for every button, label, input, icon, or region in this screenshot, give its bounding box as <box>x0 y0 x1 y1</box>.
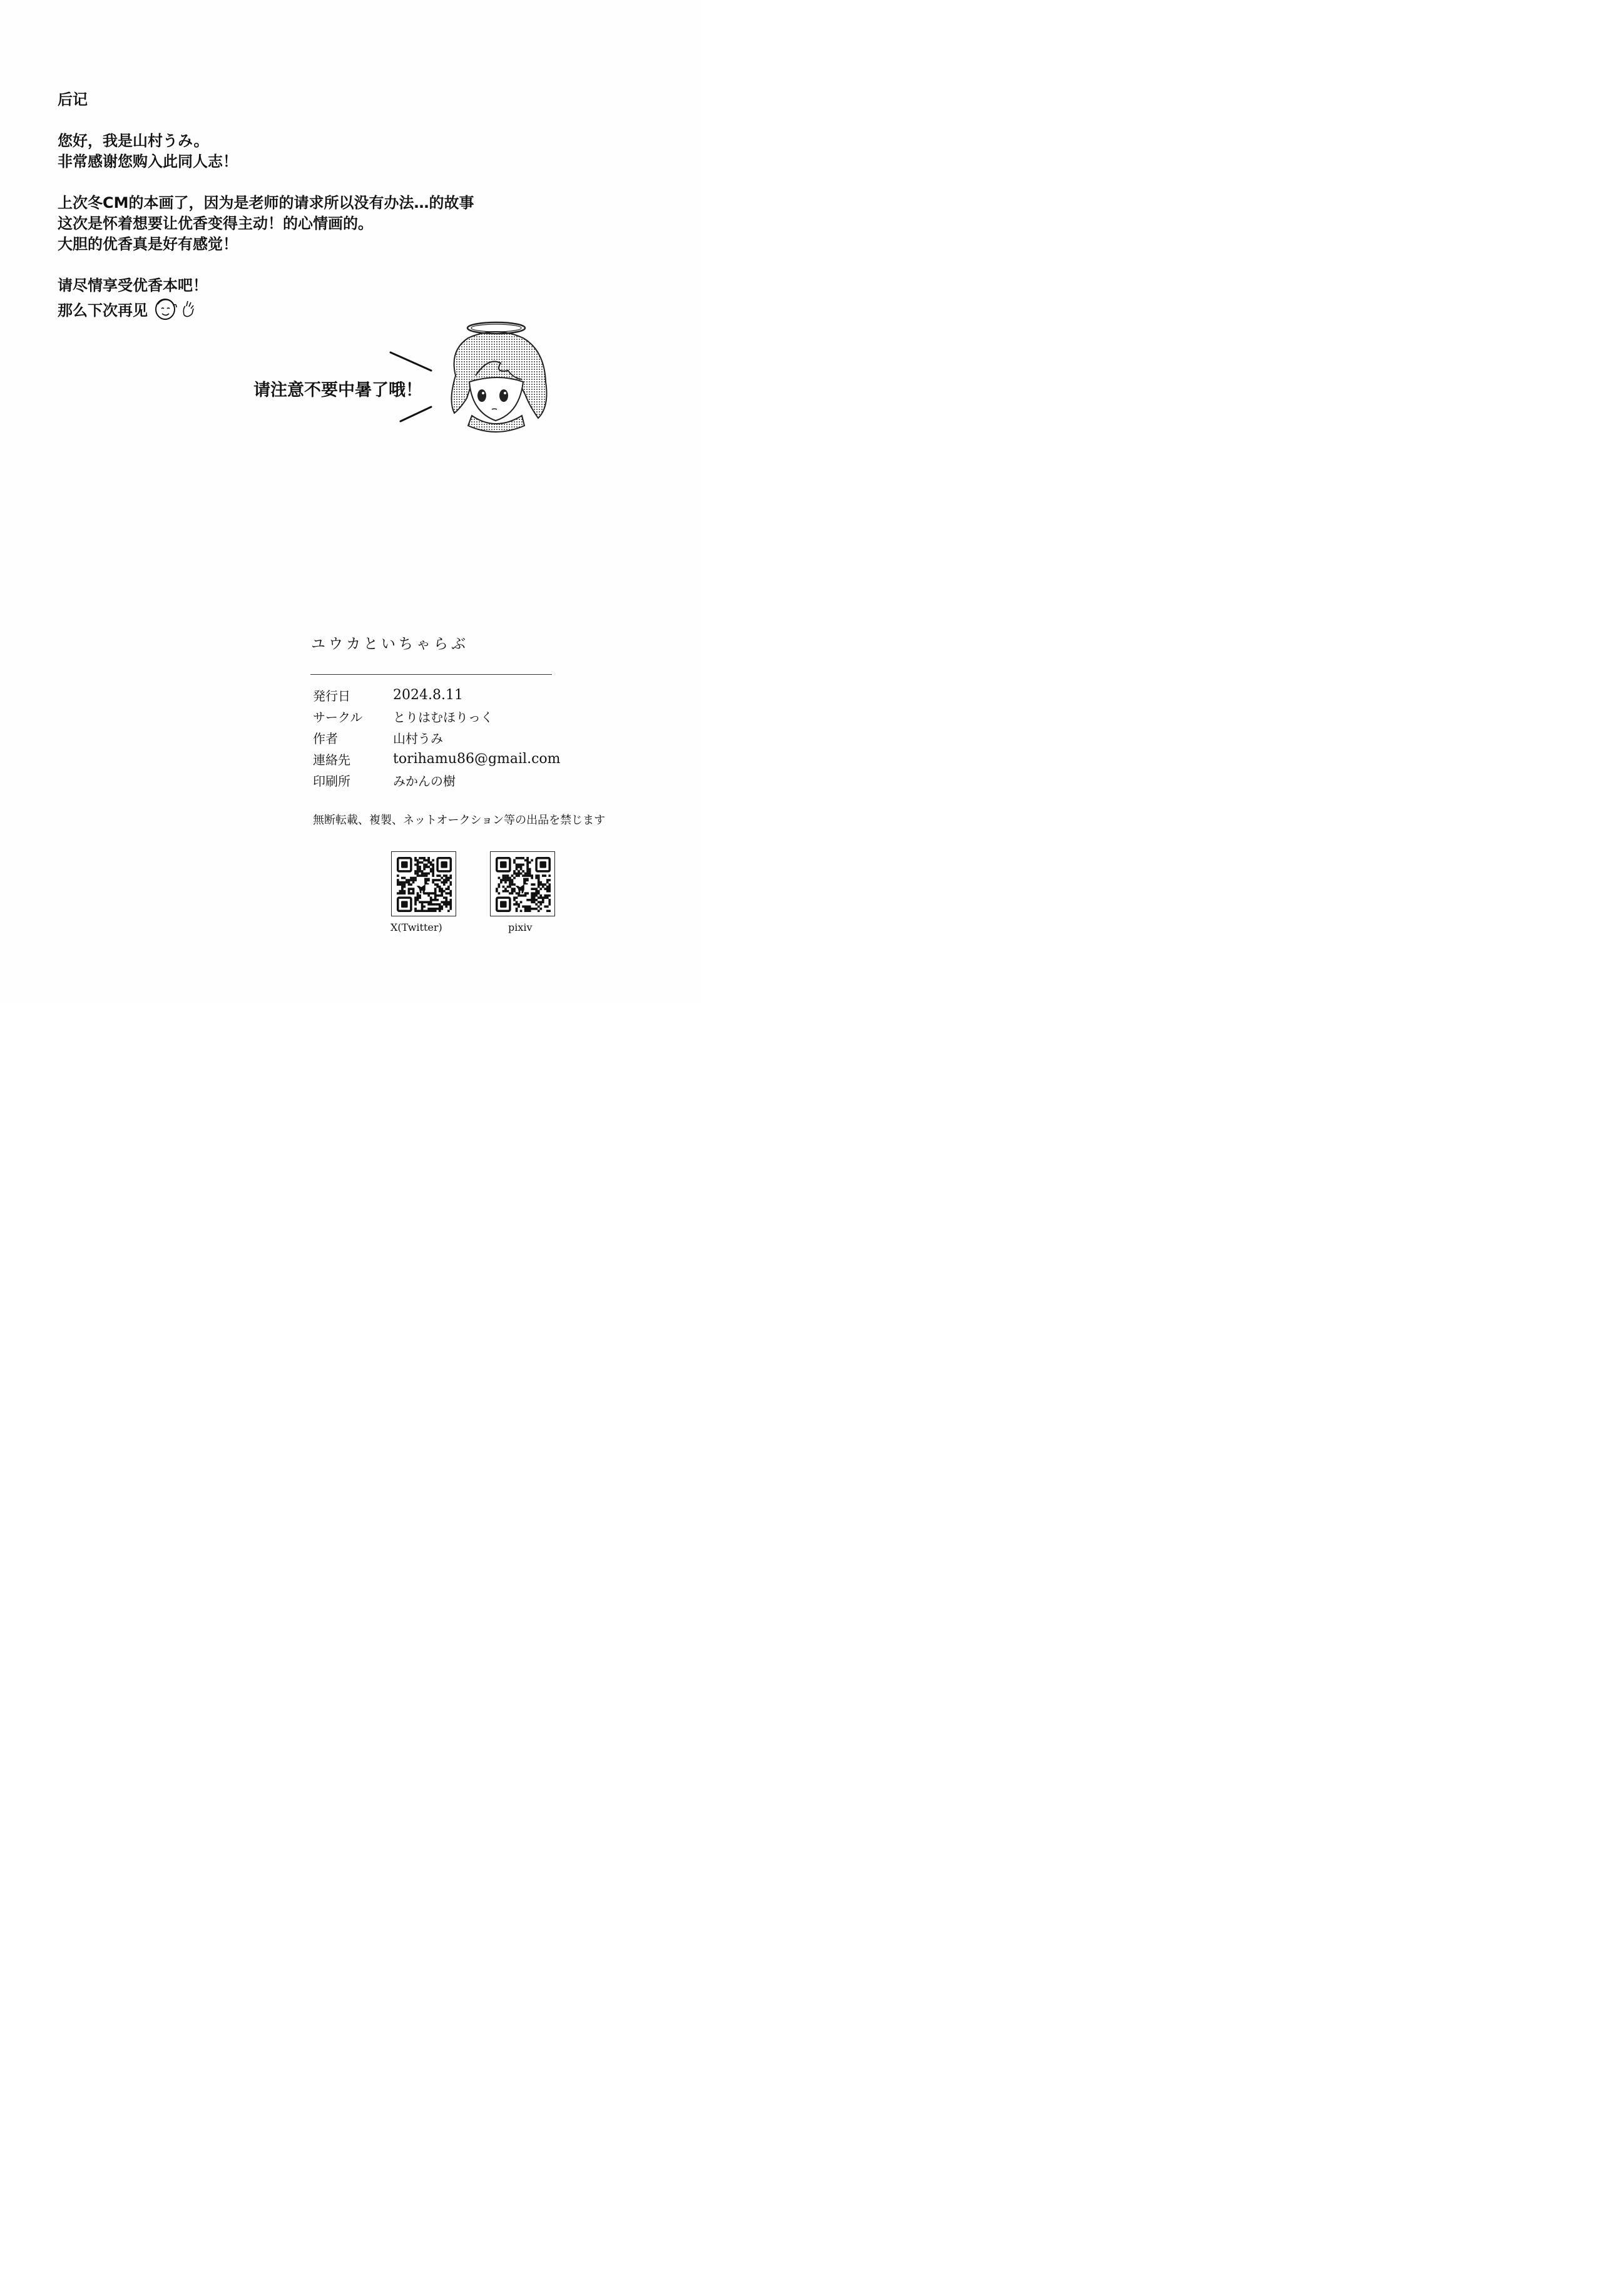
speech-text: 请注意不要中暑了哦！ <box>253 381 422 400</box>
colophon-label: 作者 <box>313 730 338 746</box>
qr-label-pixiv: pixiv <box>508 921 533 933</box>
colophon-label: 発行日 <box>313 688 350 704</box>
qr-finder-pattern <box>398 858 411 871</box>
afterword-line: 您好，我是山村うみ。 <box>58 132 209 150</box>
copyright-notice: 無断転載、複製、ネットオークション等の出品を禁じます <box>313 814 606 827</box>
colophon-value: とりはむほりっく <box>393 709 493 725</box>
colophon-label: 連絡先 <box>313 752 350 767</box>
dinosaur-icon <box>417 878 430 893</box>
qr-finder-pattern <box>536 858 549 871</box>
speech-line-bottom <box>400 407 431 421</box>
chibi-yuuka-icon <box>451 322 546 432</box>
colophon-row-date <box>313 684 561 705</box>
speech-line-top <box>390 352 431 371</box>
colophon-row-contact <box>313 748 561 769</box>
afterword-line: 这次是怀着想要让优香变得主动！的心情画的。 <box>58 215 373 232</box>
book-title: ユウカといちゃらぶ <box>311 636 469 652</box>
colophon-label: 印刷所 <box>313 773 350 789</box>
afterword-line: 上次冬CM的本画了，因为是老师的请求所以没有办法…的故事 <box>58 194 474 212</box>
qr-label-twitter: X(Twitter) <box>390 921 442 933</box>
qr-finder-pattern <box>497 858 510 871</box>
afterword-title: 后记 <box>58 91 88 108</box>
afterword-closing: 那么下次再见 <box>58 302 148 319</box>
qr-code-image <box>496 857 551 912</box>
qr-finder-pattern <box>398 898 411 911</box>
colophon-value: みかんの樹 <box>393 773 456 789</box>
colophon-email: torihamu86@gmail.com <box>393 751 561 767</box>
colophon <box>313 684 561 791</box>
colophon-row-printer <box>313 769 561 791</box>
qr-code-twitter[interactable] <box>391 851 456 916</box>
character-illustration <box>0 0 701 1004</box>
qr-code-pixiv[interactable] <box>490 851 555 916</box>
qr-finder-pattern <box>437 858 451 871</box>
colophon-divider <box>310 674 552 675</box>
qr-finder-pattern <box>497 898 510 911</box>
afterword-line: 大胆的优香真是好有感觉！ <box>58 235 238 253</box>
afterword-line: 请尽情享受优香本吧！ <box>58 277 208 294</box>
colophon-row-circle <box>313 705 561 727</box>
colophon-value: 山村うみ <box>393 730 443 746</box>
afterword-line: 非常感谢您购入此同人志！ <box>58 153 238 170</box>
colophon-label: サークル <box>313 709 363 725</box>
dinosaur-icon <box>516 878 529 893</box>
doujinshi-back-page <box>0 0 701 1004</box>
qr-code-image <box>397 857 452 912</box>
colophon-row-author <box>313 727 561 748</box>
colophon-value: 2024.8.11 <box>393 687 463 703</box>
